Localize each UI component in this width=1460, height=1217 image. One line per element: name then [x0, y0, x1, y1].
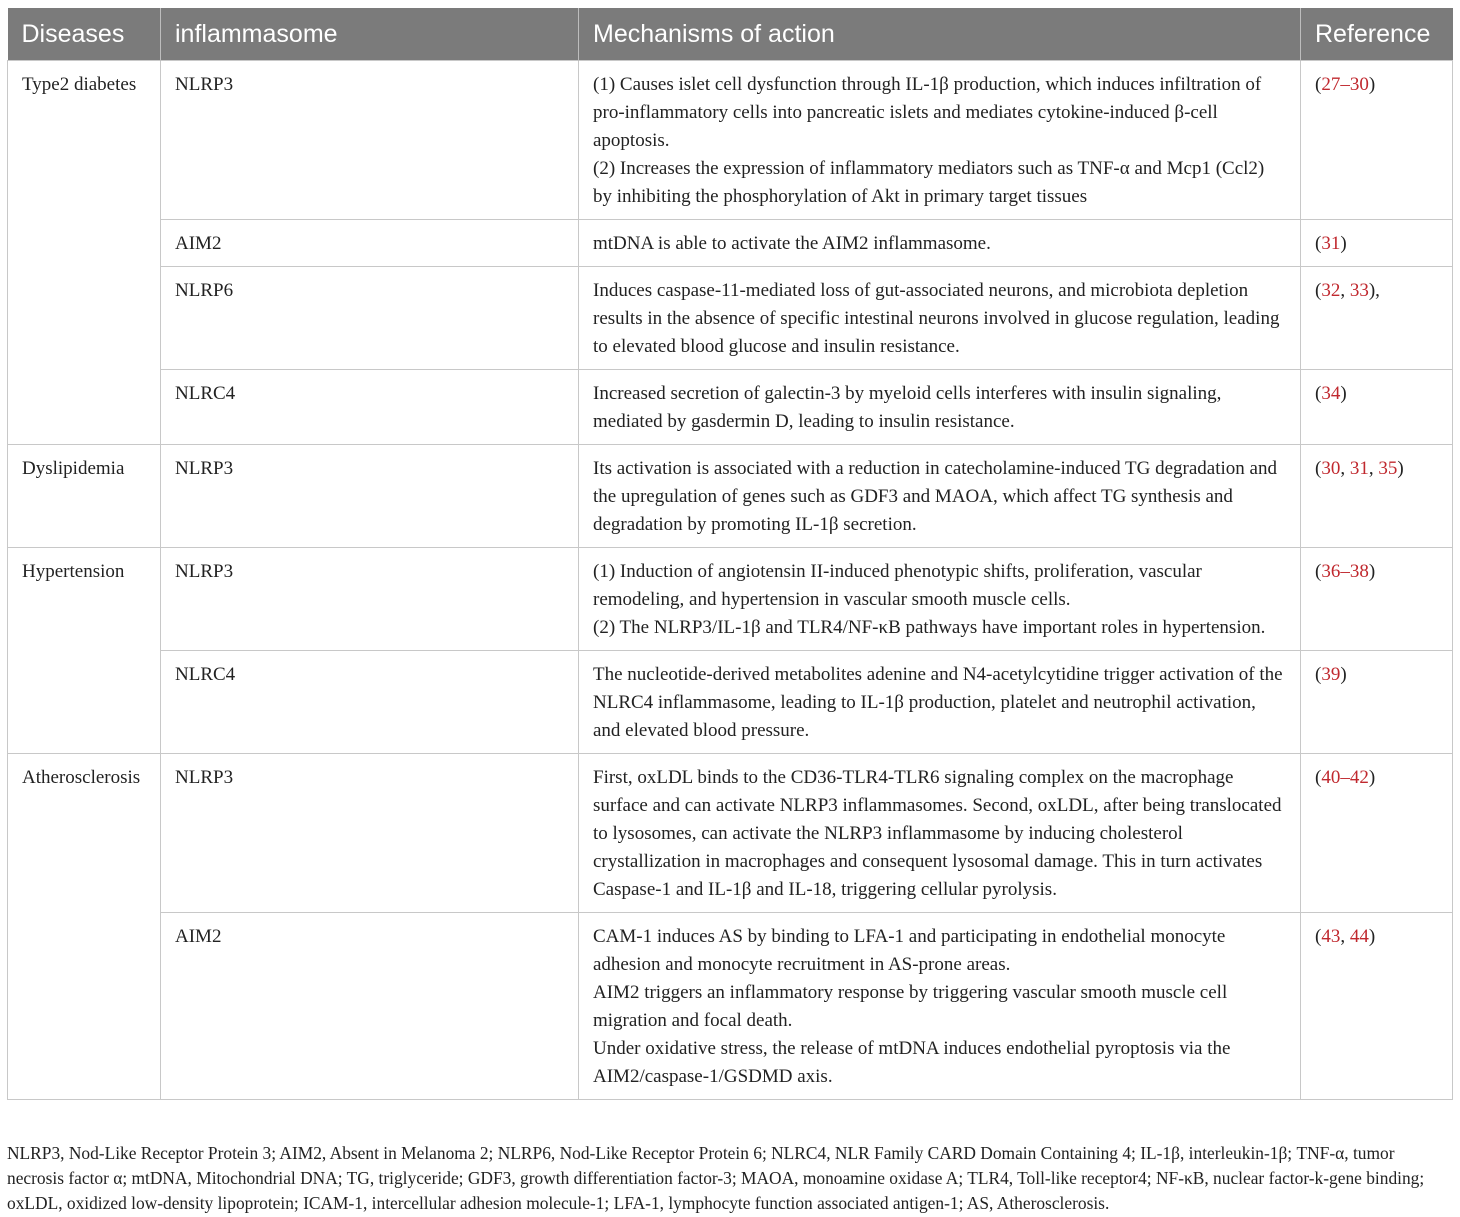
table-row — [8, 220, 1453, 267]
header-reference: Reference — [1301, 8, 1453, 61]
reference-cell: (39) — [1301, 651, 1453, 754]
header-inflammasome: inflammasome — [161, 8, 579, 61]
reference-link[interactable]: 36–38 — [1321, 561, 1369, 582]
reference-link[interactable]: 27–30 — [1321, 74, 1369, 95]
mechanism-cell — [579, 651, 1301, 754]
mechanism-text: Its activation is associated with a reduction in catecholamine-induced TG degradation and the upregulation of genes such as GDF3 and MAOA, which affect TG synthesis and degradation by promoting IL-1β secretion. — [593, 458, 1277, 535]
reference-cell: (36–38) — [1301, 548, 1453, 651]
table-row — [8, 267, 1453, 370]
table-body — [8, 61, 1453, 1100]
table-footnote: NLRP3, Nod-Like Receptor Protein 3; AIM2, Absent in Melanoma 2; NLRP6, Nod-Like Receptor Protein 6; NLRC4, NLR Family CARD Domain Containing 4; IL-1β, interleukin-1β; TNF-α, tumor necrosis factor α; mtDNA, Mitochondrial DNA; TG, triglyceride; GDF3, growth differentiation factor-3; MAOA, monoamine oxidase A; TLR4, Toll-like receptor4; NF-κB, nuclear factor-k-gene binding; oxLDL, oxidized low-density lipoprotein; ICAM-1, intercellular adhesion molecule-1; LFA-1, lymphocyte function associated antigen-1; AS, Atherosclerosis. — [7, 1143, 1425, 1213]
mechanism-text: (1) Causes islet cell dysfunction through IL-1β production, which induces infiltration of pro-inflammatory cells into pancreatic islets and mediates cytokine-induced β-cell apoptosis. — [593, 74, 1262, 151]
table-row — [8, 913, 1453, 1100]
disease-cell: Atherosclerosis — [8, 754, 161, 1100]
table-row — [8, 370, 1453, 445]
mechanism-text: AIM2 triggers an inflammatory response by triggering vascular smooth muscle cell migration and focal death. — [593, 982, 1228, 1031]
inflammasome-cell: NLRP3 — [161, 445, 579, 548]
inflammasome-table — [7, 8, 1453, 1100]
mechanism-text: CAM-1 induces AS by binding to LFA-1 and participating in endothelial monocyte adhesion and monocyte recruitment in AS-prone areas. — [593, 926, 1226, 975]
reference-suffix: , — [1375, 280, 1380, 301]
reference-cell: (34) — [1301, 370, 1453, 445]
mechanism-text: Under oxidative stress, the release of mtDNA induces endothelial pyroptosis via the AIM2/caspase-1/GSDMD axis. — [593, 1038, 1231, 1087]
reference-cell: (43, 44) — [1301, 913, 1453, 1100]
inflammasome-cell: NLRP6 — [161, 267, 579, 370]
inflammasome-cell: AIM2 — [161, 913, 579, 1100]
inflammasome-cell: NLRP3 — [161, 754, 579, 913]
inflammasome-cell: AIM2 — [161, 220, 579, 267]
reference-link[interactable]: 30 — [1321, 458, 1341, 479]
mechanism-text: The nucleotide-derived metabolites adenine and N4-acetylcytidine trigger activation of the NLRC4 inflammasome, leading to IL-1β production, platelet and neutrophil activation, and elevated blood pressure. — [593, 664, 1283, 741]
reference-link[interactable]: 39 — [1321, 664, 1341, 685]
table-row — [8, 548, 1453, 651]
reference-link[interactable]: 34 — [1321, 383, 1341, 404]
mechanism-text: Induces caspase-11-mediated loss of gut-associated neurons, and microbiota depletion results in the absence of specific intestinal neurons involved in glucose regulation, leading to elevated blood glucose and insulin resistance. — [593, 280, 1280, 357]
disease-cell: Dyslipidemia — [8, 445, 161, 548]
table-row — [8, 445, 1453, 548]
mechanism-cell — [579, 754, 1301, 913]
mechanism-text: (1) Induction of angiotensin II-induced phenotypic shifts, proliferation, vascular remodeling, and hypertension in vascular smooth muscle cells. — [593, 561, 1202, 610]
mechanism-text: Increased secretion of galectin-3 by myeloid cells interferes with insulin signaling, mediated by gasdermin D, leading to insulin resistance. — [593, 383, 1222, 432]
mechanism-text: First, oxLDL binds to the CD36-TLR4-TLR6 signaling complex on the macrophage surface and can activate NLRP3 inflammasomes. Second, oxLDL, after being translocated to lysosomes, can activate the NLRP3 inflammasome by inducing cholesterol crystallization in macrophages and consequent lysosomal damage. This in turn activates Caspase-1 and IL-1β and IL-18, triggering cellular pyrolysis. — [593, 767, 1282, 900]
table-row — [8, 651, 1453, 754]
table-container — [7, 8, 1452, 1100]
reference-cell: (31) — [1301, 220, 1453, 267]
header-mechanisms: Mechanisms of action — [579, 8, 1301, 61]
reference-cell: (27–30) — [1301, 61, 1453, 220]
reference-link[interactable]: 35 — [1378, 458, 1398, 479]
reference-cell: (30, 31, 35) — [1301, 445, 1453, 548]
reference-link[interactable]: 32 — [1321, 280, 1341, 301]
reference-cell: (32, 33), — [1301, 267, 1453, 370]
table-row — [8, 61, 1453, 220]
mechanism-cell — [579, 220, 1301, 267]
inflammasome-cell: NLRP3 — [161, 548, 579, 651]
table-header — [8, 8, 1453, 61]
header-row — [8, 8, 1453, 61]
reference-link[interactable]: 40–42 — [1321, 767, 1369, 788]
reference-link[interactable]: 31 — [1349, 458, 1369, 479]
mechanism-text: (2) Increases the expression of inflammatory mediators such as TNF-α and Mcp1 (Ccl2) by inhibiting the phosphorylation of Akt in primary target tissues — [593, 158, 1265, 207]
reference-link[interactable]: 43 — [1321, 926, 1341, 947]
reference-link[interactable]: 31 — [1321, 233, 1341, 254]
disease-cell: Type2 diabetes — [8, 61, 161, 445]
inflammasome-cell: NLRC4 — [161, 651, 579, 754]
mechanism-cell — [579, 548, 1301, 651]
table-row — [8, 754, 1453, 913]
inflammasome-cell: NLRP3 — [161, 61, 579, 220]
reference-link[interactable]: 44 — [1349, 926, 1369, 947]
mechanism-text: (2) The NLRP3/IL-1β and TLR4/NF-κB pathways have important roles in hypertension. — [593, 617, 1266, 638]
mechanism-cell — [579, 267, 1301, 370]
reference-cell: (40–42) — [1301, 754, 1453, 913]
header-diseases: Diseases — [8, 8, 161, 61]
disease-cell: Hypertension — [8, 548, 161, 754]
inflammasome-cell: NLRC4 — [161, 370, 579, 445]
reference-link[interactable]: 33 — [1349, 280, 1369, 301]
mechanism-cell — [579, 445, 1301, 548]
mechanism-cell — [579, 370, 1301, 445]
mechanism-cell — [579, 61, 1301, 220]
mechanism-text: mtDNA is able to activate the AIM2 inflammasome. — [593, 233, 991, 254]
mechanism-cell — [579, 913, 1301, 1100]
